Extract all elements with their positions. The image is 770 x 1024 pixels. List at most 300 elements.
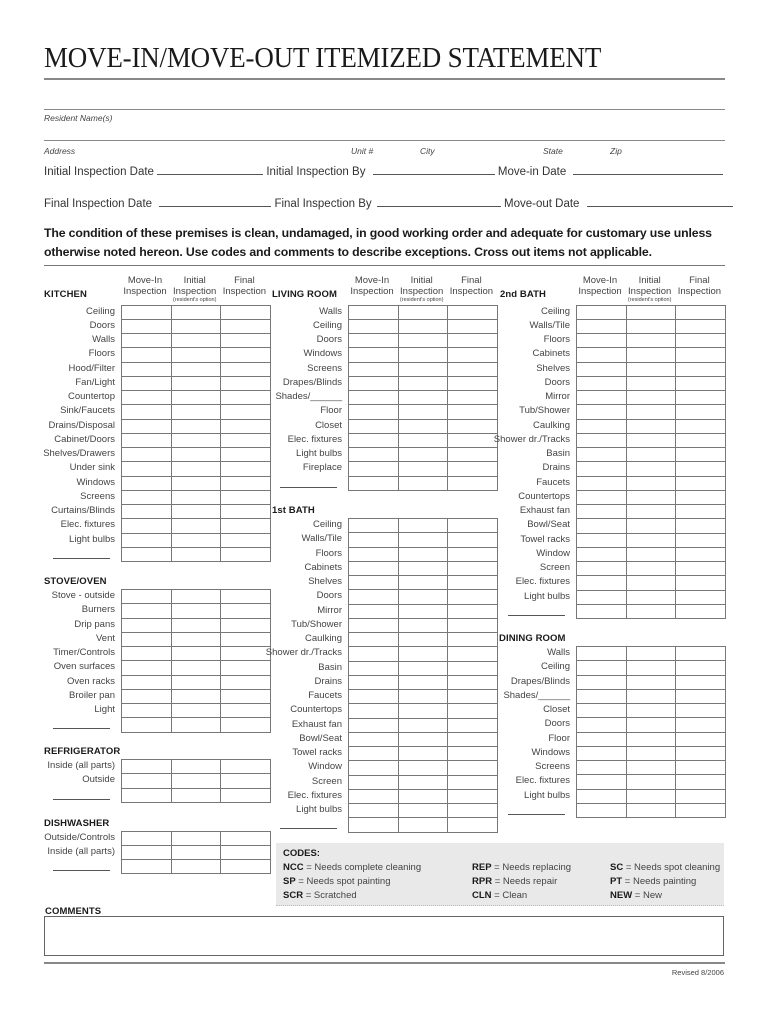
resident-names-field[interactable] <box>44 109 725 110</box>
final-inspection-cell[interactable] <box>448 547 498 561</box>
move-in-cell[interactable] <box>349 590 399 604</box>
final-inspection-cell[interactable] <box>221 505 271 519</box>
initial-inspection-cell[interactable] <box>398 804 448 818</box>
final-inspection-cell[interactable] <box>448 348 498 362</box>
move-in-cell[interactable] <box>349 747 399 761</box>
move-in-cell[interactable] <box>577 732 627 746</box>
final-inspection-cell[interactable] <box>448 519 498 533</box>
final-inspection-cell[interactable] <box>448 618 498 632</box>
final-inspection-cell[interactable] <box>221 433 271 447</box>
initial-inspection-cell[interactable] <box>171 590 221 604</box>
initial-inspection-cell[interactable] <box>398 362 448 376</box>
move-in-cell[interactable] <box>349 804 399 818</box>
initial-inspection-cell[interactable] <box>171 604 221 618</box>
initial-inspection-cell[interactable] <box>398 818 448 832</box>
final-inspection-cell[interactable] <box>676 590 726 604</box>
initial-inspection-cell[interactable] <box>626 419 676 433</box>
initial-inspection-cell[interactable] <box>171 704 221 718</box>
final-inspection-cell[interactable] <box>221 376 271 390</box>
initial-inspection-cell[interactable] <box>398 761 448 775</box>
final-inspection-cell[interactable] <box>448 576 498 590</box>
move-in-cell[interactable] <box>122 618 172 632</box>
final-inspection-cell[interactable] <box>676 647 726 661</box>
move-in-cell[interactable] <box>349 533 399 547</box>
move-in-cell[interactable] <box>122 319 172 333</box>
move-in-cell[interactable] <box>122 533 172 547</box>
move-in-cell[interactable] <box>122 376 172 390</box>
final-inspection-cell[interactable] <box>448 362 498 376</box>
initial-inspection-cell[interactable] <box>398 448 448 462</box>
final-inspection-cell[interactable] <box>676 490 726 504</box>
final-inspection-cell[interactable] <box>676 761 726 775</box>
final-inspection-cell[interactable] <box>676 405 726 419</box>
initial-inspection-cell[interactable] <box>626 547 676 561</box>
final-inspection-cell[interactable] <box>448 704 498 718</box>
initial-inspection-cell[interactable] <box>626 604 676 618</box>
final-inspection-cell[interactable] <box>448 405 498 419</box>
initial-inspection-cell[interactable] <box>171 632 221 646</box>
initial-inspection-cell[interactable] <box>171 675 221 689</box>
move-in-cell[interactable] <box>122 305 172 319</box>
initial-inspection-cell[interactable] <box>626 391 676 405</box>
move-in-cell[interactable] <box>122 519 172 533</box>
final-inspection-cell[interactable] <box>448 604 498 618</box>
move-in-cell[interactable] <box>349 618 399 632</box>
move-in-cell[interactable] <box>577 505 627 519</box>
initial-inspection-cell[interactable] <box>398 732 448 746</box>
move-in-cell[interactable] <box>122 490 172 504</box>
initial-inspection-cell[interactable] <box>171 334 221 348</box>
move-in-cell[interactable] <box>349 732 399 746</box>
initial-inspection-cell[interactable] <box>398 476 448 490</box>
move-in-cell[interactable] <box>122 433 172 447</box>
final-inspection-cell[interactable] <box>676 661 726 675</box>
final-inspection-cell[interactable] <box>448 334 498 348</box>
initial-inspection-cell[interactable] <box>398 690 448 704</box>
initial-inspection-cell[interactable] <box>626 704 676 718</box>
initial-inspection-cell[interactable] <box>398 348 448 362</box>
move-in-cell[interactable] <box>122 675 172 689</box>
move-in-date-field[interactable] <box>573 163 723 175</box>
initial-inspection-cell[interactable] <box>171 476 221 490</box>
move-in-cell[interactable] <box>122 590 172 604</box>
initial-inspection-cell[interactable] <box>398 704 448 718</box>
initial-inspection-cell[interactable] <box>398 561 448 575</box>
final-inspection-cell[interactable] <box>448 433 498 447</box>
move-in-cell[interactable] <box>122 774 172 788</box>
initial-inspection-cell[interactable] <box>171 547 221 561</box>
move-in-cell[interactable] <box>349 633 399 647</box>
initial-inspection-cell[interactable] <box>398 319 448 333</box>
move-in-cell[interactable] <box>577 689 627 703</box>
move-in-cell[interactable] <box>577 490 627 504</box>
final-inspection-cell[interactable] <box>221 319 271 333</box>
initial-inspection-cell[interactable] <box>398 789 448 803</box>
final-inspection-cell[interactable] <box>221 305 271 319</box>
final-inspection-cell[interactable] <box>676 675 726 689</box>
initial-inspection-cell[interactable] <box>626 775 676 789</box>
initial-inspection-cell[interactable] <box>171 845 221 859</box>
move-in-cell[interactable] <box>577 462 627 476</box>
initial-inspection-cell[interactable] <box>171 760 221 774</box>
move-in-cell[interactable] <box>349 433 399 447</box>
address-field[interactable] <box>44 140 725 141</box>
move-in-cell[interactable] <box>349 675 399 689</box>
final-inspection-cell[interactable] <box>676 576 726 590</box>
initial-inspection-cell[interactable] <box>626 675 676 689</box>
final-inspection-cell[interactable] <box>676 448 726 462</box>
initial-inspection-cell[interactable] <box>398 391 448 405</box>
initial-inspection-cell[interactable] <box>398 376 448 390</box>
move-in-cell[interactable] <box>577 419 627 433</box>
move-in-cell[interactable] <box>577 391 627 405</box>
final-inspection-cell[interactable] <box>221 704 271 718</box>
final-inspection-cell[interactable] <box>448 747 498 761</box>
move-in-cell[interactable] <box>122 462 172 476</box>
move-in-cell[interactable] <box>577 405 627 419</box>
initial-inspection-cell[interactable] <box>398 433 448 447</box>
initial-inspection-cell[interactable] <box>398 675 448 689</box>
final-inspection-cell[interactable] <box>676 562 726 576</box>
initial-inspection-cell[interactable] <box>626 576 676 590</box>
final-inspection-cell[interactable] <box>676 604 726 618</box>
move-in-cell[interactable] <box>349 604 399 618</box>
move-in-cell[interactable] <box>349 448 399 462</box>
initial-inspection-cell[interactable] <box>398 305 448 319</box>
initial-inspection-cell[interactable] <box>171 519 221 533</box>
final-inspection-cell[interactable] <box>676 519 726 533</box>
initial-inspection-cell[interactable] <box>398 718 448 732</box>
final-inspection-cell[interactable] <box>221 661 271 675</box>
move-in-cell[interactable] <box>349 561 399 575</box>
initial-inspection-cell[interactable] <box>171 689 221 703</box>
initial-inspection-cell[interactable] <box>626 803 676 817</box>
final-inspection-cell[interactable] <box>676 547 726 561</box>
initial-inspection-cell[interactable] <box>626 746 676 760</box>
final-inspection-cell[interactable] <box>221 590 271 604</box>
final-inspection-cell[interactable] <box>221 547 271 561</box>
final-inspection-cell[interactable] <box>448 789 498 803</box>
final-inspection-cell[interactable] <box>676 433 726 447</box>
move-in-cell[interactable] <box>349 789 399 803</box>
final-inspection-cell[interactable] <box>676 789 726 803</box>
final-inspection-cell[interactable] <box>221 774 271 788</box>
move-in-cell[interactable] <box>122 348 172 362</box>
initial-inspection-cell[interactable] <box>171 419 221 433</box>
final-inspection-cell[interactable] <box>221 519 271 533</box>
initial-inspection-cell[interactable] <box>398 775 448 789</box>
move-in-cell[interactable] <box>577 476 627 490</box>
initial-inspection-cell[interactable] <box>398 590 448 604</box>
initial-inspection-cell[interactable] <box>626 490 676 504</box>
move-in-cell[interactable] <box>577 576 627 590</box>
move-in-cell[interactable] <box>349 547 399 561</box>
initial-inspection-cell[interactable] <box>626 334 676 348</box>
initial-inspection-cell[interactable] <box>626 348 676 362</box>
final-inspection-cell[interactable] <box>221 632 271 646</box>
final-inspection-cell[interactable] <box>448 633 498 647</box>
initial-inspection-cell[interactable] <box>626 505 676 519</box>
final-inspection-cell[interactable] <box>221 604 271 618</box>
initial-inspection-cell[interactable] <box>171 505 221 519</box>
move-in-cell[interactable] <box>577 604 627 618</box>
move-in-cell[interactable] <box>349 519 399 533</box>
move-in-cell[interactable] <box>122 860 172 874</box>
move-in-cell[interactable] <box>577 675 627 689</box>
move-in-cell[interactable] <box>577 661 627 675</box>
initial-inspection-cell[interactable] <box>171 774 221 788</box>
final-inspection-cell[interactable] <box>448 761 498 775</box>
final-inspection-cell[interactable] <box>676 704 726 718</box>
move-in-cell[interactable] <box>577 761 627 775</box>
move-in-cell[interactable] <box>349 376 399 390</box>
initial-inspection-cell[interactable] <box>398 633 448 647</box>
final-inspection-cell[interactable] <box>221 718 271 732</box>
final-inspection-cell[interactable] <box>448 448 498 462</box>
move-in-cell[interactable] <box>122 632 172 646</box>
final-inspection-cell[interactable] <box>676 718 726 732</box>
move-in-cell[interactable] <box>577 562 627 576</box>
move-in-cell[interactable] <box>577 803 627 817</box>
final-inspection-cell[interactable] <box>221 405 271 419</box>
move-in-cell[interactable] <box>577 448 627 462</box>
final-inspection-cell[interactable] <box>676 803 726 817</box>
final-inspection-cell[interactable] <box>448 305 498 319</box>
initial-inspection-cell[interactable] <box>171 647 221 661</box>
custom-item-field[interactable] <box>53 799 110 800</box>
final-inspection-cell[interactable] <box>448 462 498 476</box>
final-inspection-cell[interactable] <box>221 689 271 703</box>
initial-inspection-cell[interactable] <box>171 433 221 447</box>
initial-inspection-cell[interactable] <box>398 618 448 632</box>
final-inspection-cell[interactable] <box>448 533 498 547</box>
move-in-cell[interactable] <box>122 831 172 845</box>
move-in-cell[interactable] <box>349 419 399 433</box>
initial-inspection-cell[interactable] <box>398 604 448 618</box>
final-inspection-cell[interactable] <box>221 845 271 859</box>
final-inspection-cell[interactable] <box>676 462 726 476</box>
initial-inspection-cell[interactable] <box>171 462 221 476</box>
move-in-cell[interactable] <box>349 647 399 661</box>
final-inspection-cell[interactable] <box>221 334 271 348</box>
move-in-cell[interactable] <box>349 462 399 476</box>
initial-inspection-cell[interactable] <box>626 319 676 333</box>
final-inspection-cell[interactable] <box>676 391 726 405</box>
final-inspection-cell[interactable] <box>676 746 726 760</box>
final-inspection-cell[interactable] <box>448 661 498 675</box>
final-inspection-cell[interactable] <box>448 718 498 732</box>
initial-inspection-cell[interactable] <box>171 618 221 632</box>
move-in-cell[interactable] <box>349 319 399 333</box>
move-in-cell[interactable] <box>577 305 627 319</box>
initial-inspection-cell[interactable] <box>398 647 448 661</box>
move-in-cell[interactable] <box>349 405 399 419</box>
initial-inspection-cell[interactable] <box>171 490 221 504</box>
move-in-cell[interactable] <box>122 704 172 718</box>
final-inspection-cell[interactable] <box>676 348 726 362</box>
final-inspection-cell[interactable] <box>221 675 271 689</box>
initial-inspection-date-field[interactable] <box>157 163 263 175</box>
move-in-cell[interactable] <box>349 362 399 376</box>
comments-field[interactable] <box>44 916 724 956</box>
move-out-date-field[interactable] <box>587 195 733 207</box>
final-inspection-cell[interactable] <box>221 419 271 433</box>
initial-inspection-cell[interactable] <box>398 533 448 547</box>
final-inspection-cell[interactable] <box>221 490 271 504</box>
move-in-cell[interactable] <box>349 334 399 348</box>
initial-inspection-cell[interactable] <box>626 590 676 604</box>
move-in-cell[interactable] <box>349 704 399 718</box>
final-inspection-cell[interactable] <box>448 419 498 433</box>
move-in-cell[interactable] <box>577 590 627 604</box>
move-in-cell[interactable] <box>577 348 627 362</box>
custom-item-field[interactable] <box>508 615 565 616</box>
move-in-cell[interactable] <box>349 818 399 832</box>
move-in-cell[interactable] <box>577 718 627 732</box>
move-in-cell[interactable] <box>349 305 399 319</box>
final-inspection-cell[interactable] <box>676 732 726 746</box>
move-in-cell[interactable] <box>577 519 627 533</box>
final-inspection-cell[interactable] <box>221 362 271 376</box>
initial-inspection-cell[interactable] <box>626 789 676 803</box>
move-in-cell[interactable] <box>122 391 172 405</box>
move-in-cell[interactable] <box>577 334 627 348</box>
initial-inspection-cell[interactable] <box>398 661 448 675</box>
move-in-cell[interactable] <box>577 376 627 390</box>
final-inspection-cell[interactable] <box>676 689 726 703</box>
final-inspection-cell[interactable] <box>448 391 498 405</box>
final-inspection-cell[interactable] <box>448 690 498 704</box>
final-inspection-cell[interactable] <box>676 533 726 547</box>
initial-inspection-cell[interactable] <box>626 376 676 390</box>
final-inspection-cell[interactable] <box>676 419 726 433</box>
move-in-cell[interactable] <box>122 647 172 661</box>
final-inspection-cell[interactable] <box>676 362 726 376</box>
final-inspection-cell[interactable] <box>448 775 498 789</box>
initial-inspection-cell[interactable] <box>171 348 221 362</box>
move-in-cell[interactable] <box>349 661 399 675</box>
final-inspection-cell[interactable] <box>676 476 726 490</box>
move-in-cell[interactable] <box>122 760 172 774</box>
initial-inspection-cell[interactable] <box>171 448 221 462</box>
final-inspection-cell[interactable] <box>676 775 726 789</box>
final-inspection-cell[interactable] <box>221 533 271 547</box>
initial-inspection-cell[interactable] <box>626 448 676 462</box>
custom-item-field[interactable] <box>53 558 110 559</box>
initial-inspection-cell[interactable] <box>171 661 221 675</box>
move-in-cell[interactable] <box>577 647 627 661</box>
move-in-cell[interactable] <box>577 547 627 561</box>
final-inspection-cell[interactable] <box>448 319 498 333</box>
move-in-cell[interactable] <box>122 689 172 703</box>
final-inspection-cell[interactable] <box>448 376 498 390</box>
move-in-cell[interactable] <box>577 775 627 789</box>
final-inspection-cell[interactable] <box>221 760 271 774</box>
final-inspection-cell[interactable] <box>221 476 271 490</box>
initial-inspection-cell[interactable] <box>398 405 448 419</box>
final-inspection-cell[interactable] <box>676 505 726 519</box>
move-in-cell[interactable] <box>349 576 399 590</box>
final-inspection-cell[interactable] <box>221 831 271 845</box>
initial-inspection-cell[interactable] <box>626 718 676 732</box>
initial-inspection-cell[interactable] <box>171 788 221 802</box>
final-inspection-cell[interactable] <box>221 647 271 661</box>
initial-inspection-cell[interactable] <box>398 547 448 561</box>
final-inspection-cell[interactable] <box>221 788 271 802</box>
initial-inspection-cell[interactable] <box>398 519 448 533</box>
move-in-cell[interactable] <box>122 845 172 859</box>
initial-inspection-cell[interactable] <box>626 562 676 576</box>
move-in-cell[interactable] <box>577 362 627 376</box>
initial-inspection-cell[interactable] <box>398 419 448 433</box>
final-inspection-cell[interactable] <box>676 319 726 333</box>
move-in-cell[interactable] <box>122 718 172 732</box>
initial-inspection-cell[interactable] <box>171 319 221 333</box>
initial-inspection-cell[interactable] <box>171 831 221 845</box>
initial-inspection-cell[interactable] <box>626 476 676 490</box>
move-in-cell[interactable] <box>122 505 172 519</box>
final-inspection-cell[interactable] <box>221 348 271 362</box>
initial-inspection-cell[interactable] <box>626 405 676 419</box>
final-inspection-cell[interactable] <box>676 334 726 348</box>
custom-item-field[interactable] <box>53 870 110 871</box>
move-in-cell[interactable] <box>122 547 172 561</box>
initial-inspection-cell[interactable] <box>626 362 676 376</box>
move-in-cell[interactable] <box>122 419 172 433</box>
custom-item-field[interactable] <box>280 828 337 829</box>
move-in-cell[interactable] <box>577 433 627 447</box>
move-in-cell[interactable] <box>122 334 172 348</box>
move-in-cell[interactable] <box>577 319 627 333</box>
move-in-cell[interactable] <box>349 690 399 704</box>
initial-inspection-cell[interactable] <box>398 747 448 761</box>
initial-inspection-cell[interactable] <box>171 533 221 547</box>
move-in-cell[interactable] <box>577 789 627 803</box>
move-in-cell[interactable] <box>349 761 399 775</box>
initial-inspection-cell[interactable] <box>626 732 676 746</box>
final-inspection-cell[interactable] <box>448 590 498 604</box>
move-in-cell[interactable] <box>349 775 399 789</box>
initial-inspection-cell[interactable] <box>626 647 676 661</box>
initial-inspection-cell[interactable] <box>171 718 221 732</box>
initial-inspection-cell[interactable] <box>626 689 676 703</box>
final-inspection-cell[interactable] <box>221 860 271 874</box>
move-in-cell[interactable] <box>122 661 172 675</box>
final-inspection-cell[interactable] <box>221 391 271 405</box>
initial-inspection-cell[interactable] <box>626 305 676 319</box>
final-inspection-cell[interactable] <box>448 675 498 689</box>
final-inspection-date-field[interactable] <box>159 195 271 207</box>
move-in-cell[interactable] <box>122 448 172 462</box>
initial-inspection-cell[interactable] <box>171 376 221 390</box>
initial-inspection-cell[interactable] <box>398 576 448 590</box>
initial-inspection-cell[interactable] <box>171 305 221 319</box>
move-in-cell[interactable] <box>122 362 172 376</box>
final-inspection-cell[interactable] <box>221 618 271 632</box>
final-inspection-cell[interactable] <box>676 376 726 390</box>
move-in-cell[interactable] <box>122 476 172 490</box>
initial-inspection-cell[interactable] <box>171 405 221 419</box>
move-in-cell[interactable] <box>349 718 399 732</box>
final-inspection-cell[interactable] <box>676 305 726 319</box>
initial-inspection-cell[interactable] <box>626 519 676 533</box>
move-in-cell[interactable] <box>577 704 627 718</box>
final-inspection-by-field[interactable] <box>377 195 501 207</box>
final-inspection-cell[interactable] <box>448 804 498 818</box>
move-in-cell[interactable] <box>349 476 399 490</box>
final-inspection-cell[interactable] <box>221 462 271 476</box>
initial-inspection-cell[interactable] <box>626 661 676 675</box>
